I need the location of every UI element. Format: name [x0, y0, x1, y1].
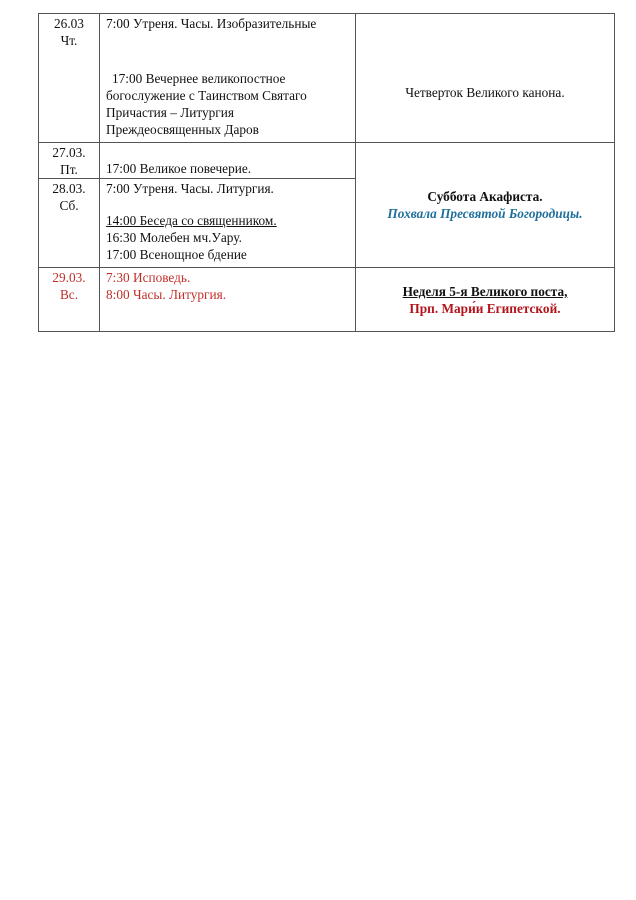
service-line: Преждеосвященных Даров — [106, 122, 259, 137]
day-title: Четверток Великого канона. — [405, 85, 565, 100]
table-row — [39, 268, 615, 332]
service-line: 17:00 Вечернее великопостное — [112, 71, 286, 86]
date: 27.03. — [52, 145, 86, 160]
day-title-cell — [356, 14, 615, 143]
date: 26.03 — [54, 16, 84, 31]
table-row — [39, 14, 615, 143]
schedule-table — [38, 13, 615, 332]
service-line: 7:30 Исповедь. — [106, 270, 191, 285]
services-cell — [100, 268, 356, 332]
day-title: Суббота Акафиста. — [427, 189, 543, 204]
weekday: Сб. — [59, 198, 79, 213]
day-subtitle: Прп. Мари́и Египетской. — [409, 301, 561, 316]
day-title-cell — [356, 268, 615, 332]
services-cell — [100, 143, 356, 179]
services-cell — [100, 14, 356, 143]
weekday: Вс. — [59, 287, 79, 302]
service-line: 8:00 Часы. Литургия. — [106, 287, 227, 302]
table-row — [39, 143, 615, 179]
service-line: 7:00 Утреня. Часы. Изобразительные — [106, 16, 317, 31]
weekday: Пт. — [60, 162, 78, 177]
service-line: 7:00 Утреня. Часы. Литургия. — [106, 181, 274, 196]
date: 28.03. — [52, 181, 86, 196]
service-line: 14:00 Беседа со священником. — [106, 213, 277, 228]
date-cell — [39, 14, 100, 143]
service-line: богослужение с Таинством Святаго — [106, 88, 307, 103]
services-cell — [100, 179, 356, 268]
date-cell — [39, 179, 100, 268]
service-line: Причастия – Литургия — [106, 105, 234, 120]
service-line: 16:30 Молебен мч.Уару. — [106, 230, 242, 245]
weekday: Чт. — [60, 33, 78, 48]
date-cell — [39, 143, 100, 179]
date-cell — [39, 268, 100, 332]
day-title: Неделя 5-я Великого поста, — [402, 284, 568, 299]
service-line: 17:00 Великое повечерие. — [106, 161, 252, 176]
date: 29.03. — [52, 270, 86, 285]
service-line: 17:00 Всенощное бдение — [106, 247, 247, 262]
day-subtitle: Похвала Пресвятой Богородицы. — [387, 206, 583, 221]
day-title-cell — [356, 143, 615, 268]
